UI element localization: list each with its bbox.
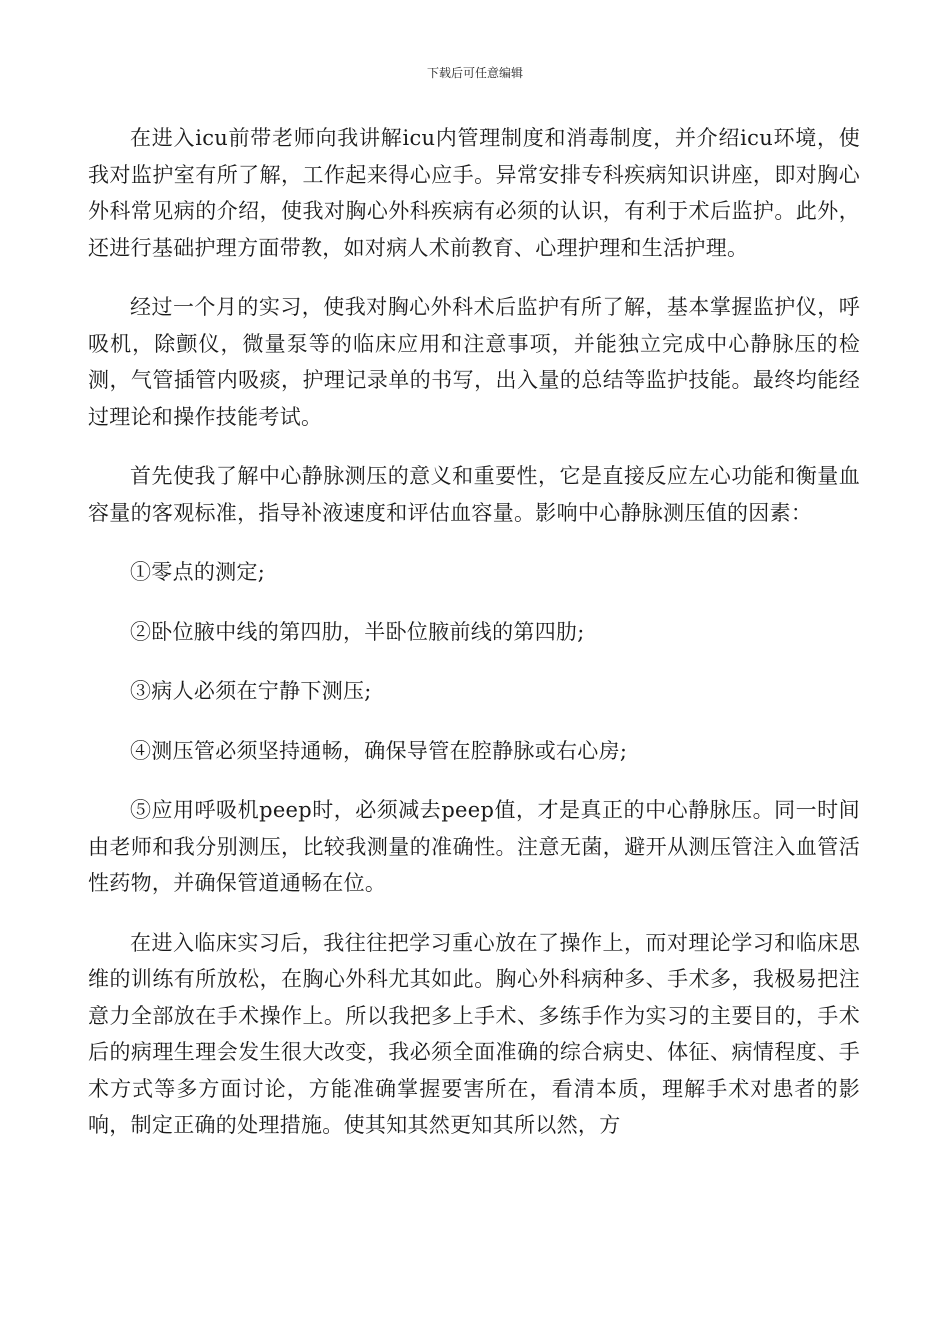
list-item-peep: ⑤应用呼吸机peep时，必须减去peep值，才是真正的中心静脉压。同一时间由老师和我分别测压，比较我测量的准确性。注意无菌，避开从测压管注入血管活性药物，并确保管道通畅在位。: [88, 798, 860, 895]
paragraph-icu-intro: 在进入icu前带老师向我讲解icu内管理制度和消毒制度，并介绍icu环境，使我对监护室有所了解，工作起来得心应手。异常安排专科疾病知识讲座，即对胸心外科常见病的介绍，使我对胸心外科疾病有必须的认识，有利于术后监护。此外，还进行基础护理方面带教，如对病人术前教育、心理护理和生活护理。: [88, 126, 860, 260]
list-item-position: ②卧位腋中线的第四肋，半卧位腋前线的第四肋;: [130, 619, 585, 644]
list-item-zero-point: ①零点的测定;: [130, 560, 266, 584]
list-item-patency: ④测压管必须坚持通畅，确保导管在腔静脉或右心房;: [130, 738, 628, 763]
list-item-quiet: ③病人必须在宁静下测压;: [130, 679, 372, 703]
paragraph-internship-summary: 经过一个月的实习，使我对胸心外科术后监护有所了解，基本掌握监护仪，呼吸机，除颤仪，微量泵等的临床应用和注意事项，并能独立完成中心静脉压的检测，气管插管内吸痰，护理记录单的书写，出入量的总结等监护技能。最终均能经过理论和操作技能考试。: [88, 295, 860, 429]
document-body: [88, 120, 860, 1167]
paragraph-clinical-practice: 在进入临床实习后，我往往把学习重心放在了操作上，而对理论学习和临床思维的训练有所放松，在胸心外科尤其如此。胸心外科病种多、手术多，我极易把注意力全部放在手术操作上。所以我把多上手术、多练手作为实习的主要目的，手术后的病理生理会发生很大改变，我必须全面准确的综合病史、体征、病情程度、手术方式等多方面讨论，方能准确掌握要害所在，看清本质，理解手术对患者的影响，制定正确的处理措施。使其知其然更知其所以然，方: [88, 930, 860, 1137]
paragraph-cvp-importance: 首先使我了解中心静脉测压的意义和重要性，它是直接反应左心功能和衡量血容量的客观标准，指导补液速度和评估血容量。影响中心静脉测压值的因素：: [88, 464, 860, 525]
page-header: 下载后可任意编辑: [426, 66, 523, 80]
